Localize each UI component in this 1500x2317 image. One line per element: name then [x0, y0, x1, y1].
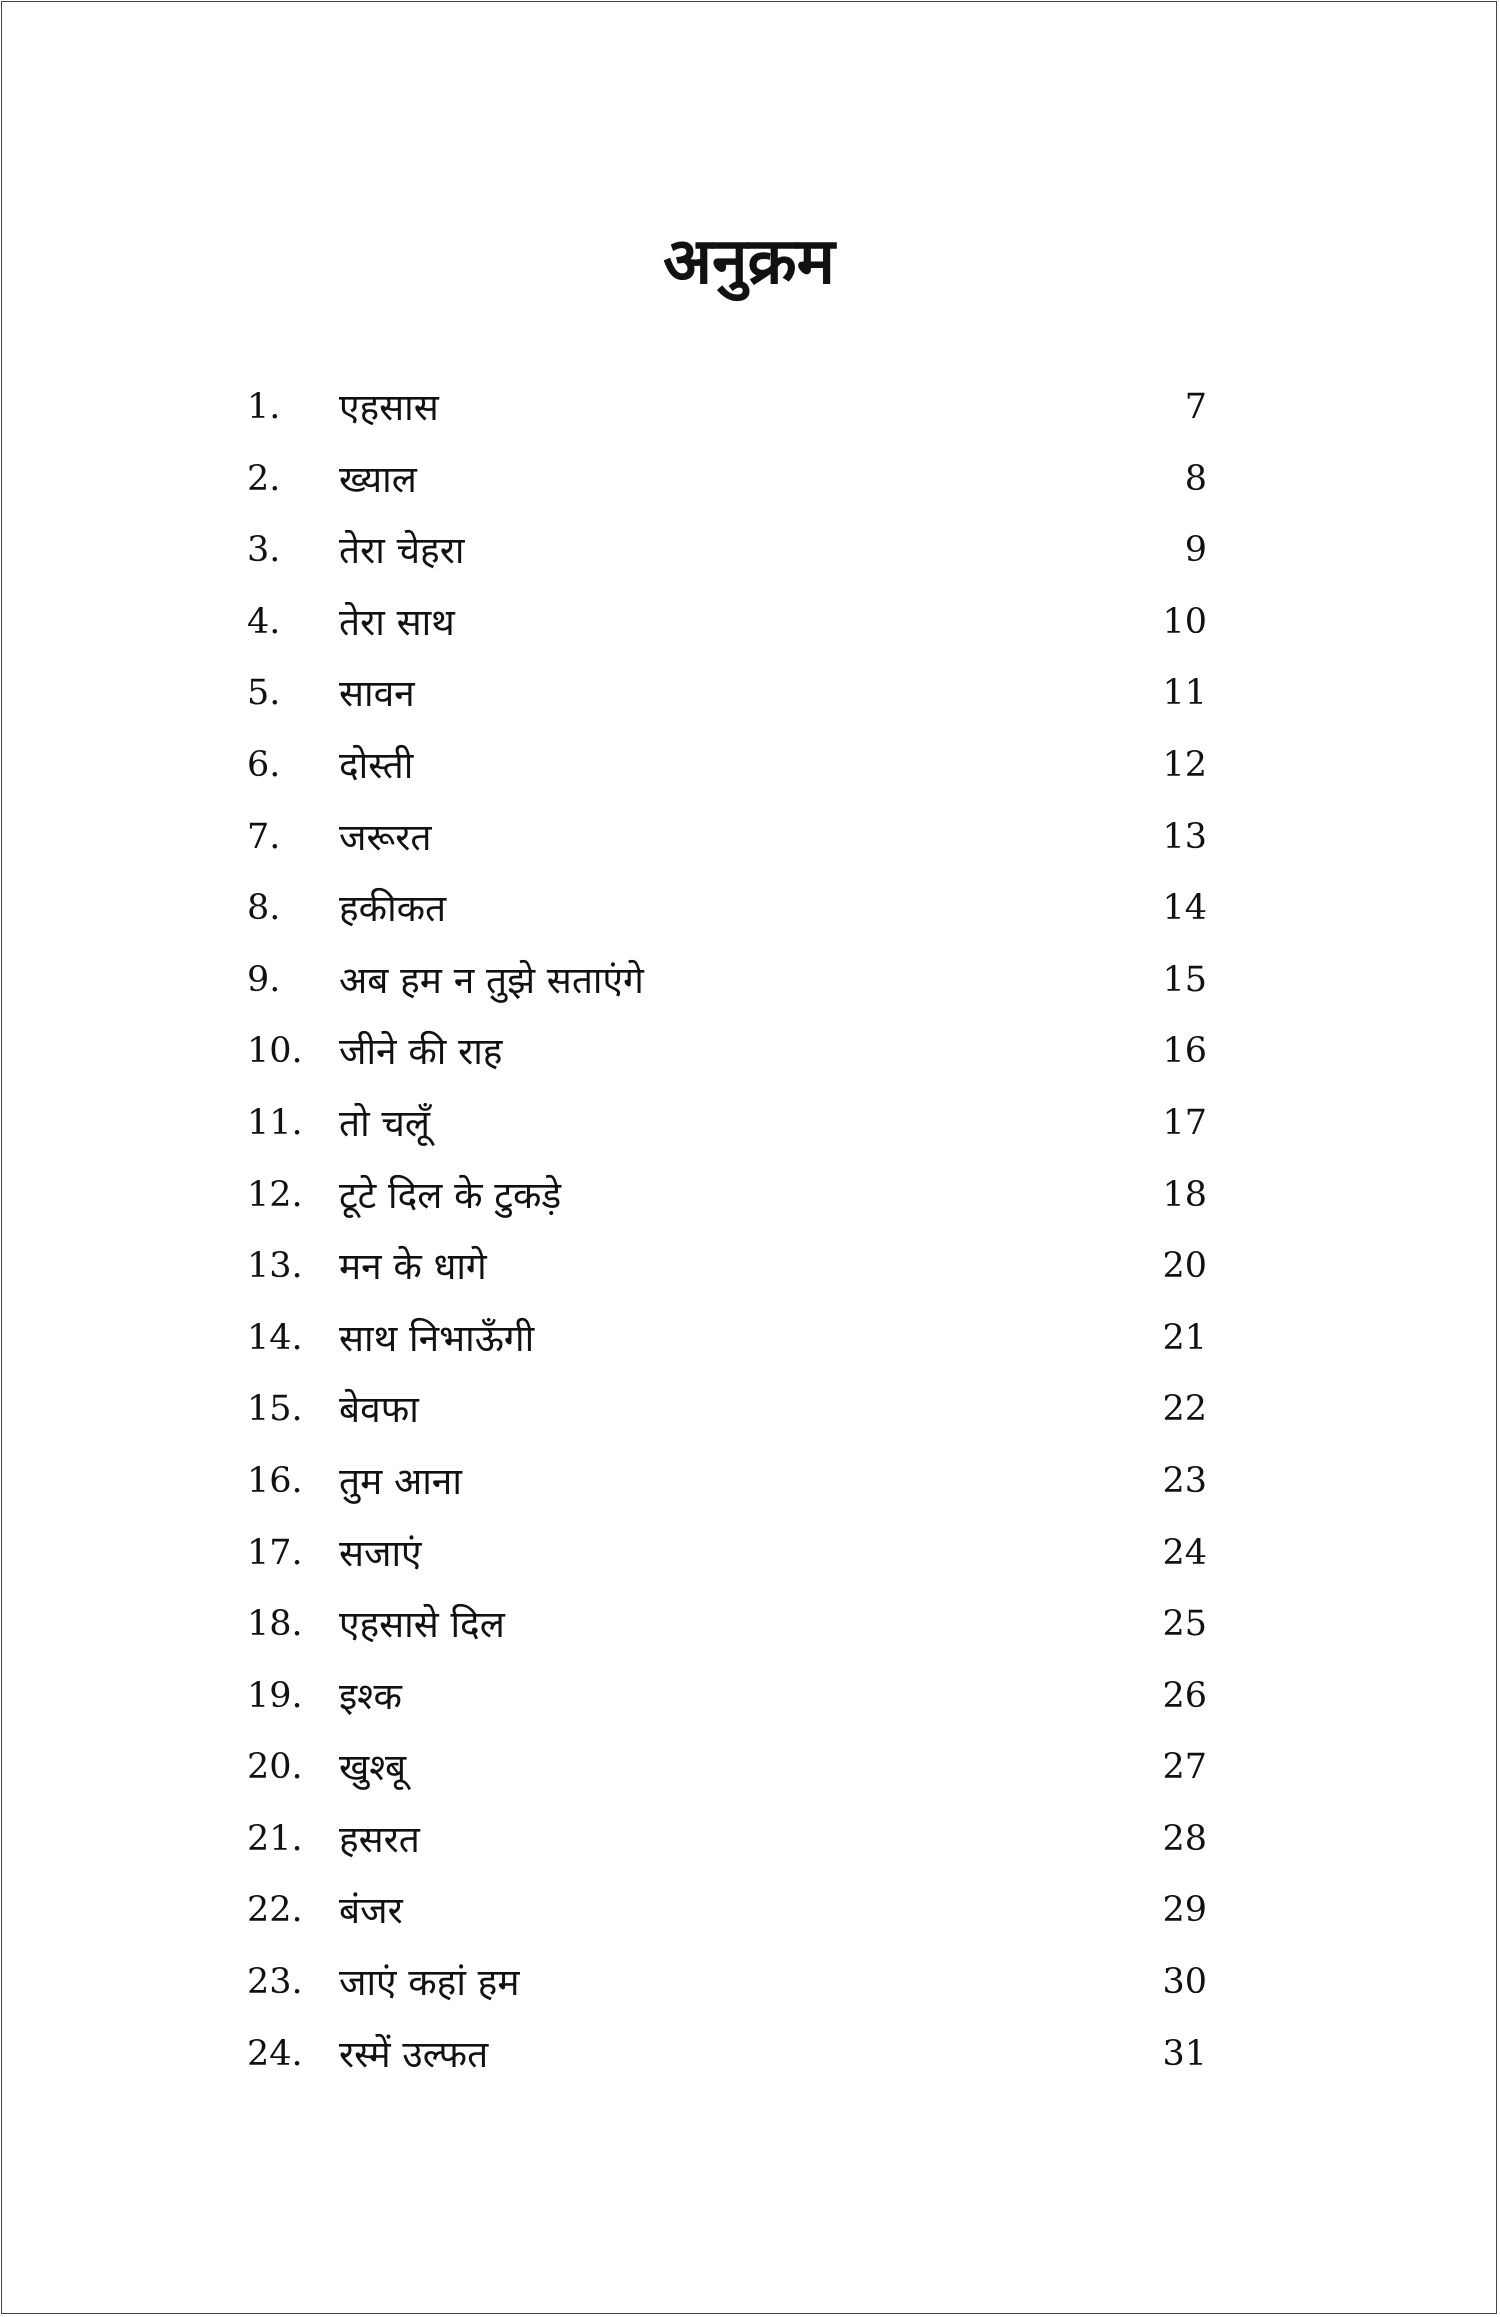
toc-entry-page-number: 24 [1162, 1532, 1207, 1573]
toc-entry-title: एहसास [339, 386, 439, 429]
toc-entry-number: 21. [247, 1818, 303, 1859]
book-page [1, 1, 1497, 2314]
toc-entry-title: तेरा साथ [339, 600, 455, 644]
toc-entry-title: जाएं कहां हम [339, 1961, 520, 2005]
toc-entry-number: 19. [247, 1675, 303, 1716]
toc-entry-title: तेरा चेहरा [339, 529, 465, 573]
toc-entry-number: 3. [247, 530, 281, 571]
toc-entry-title: खुश्बू [339, 1746, 407, 1790]
toc-entry [247, 1947, 1207, 2019]
toc-entry-page-number: 9 [1184, 530, 1207, 571]
toc-entry-title: ख्याल [339, 457, 417, 501]
toc-entry [247, 444, 1207, 516]
toc-entry [247, 1661, 1207, 1733]
toc-entry-page-number: 11 [1162, 673, 1207, 714]
toc-entry-number: 17. [247, 1532, 303, 1573]
toc-entry [247, 515, 1207, 587]
toc-entry-page-number: 30 [1162, 1962, 1207, 2003]
toc-entry [247, 802, 1207, 874]
toc-entry [247, 658, 1207, 730]
toc-entry-number: 14. [247, 1317, 303, 1358]
toc-entry-title: टूटे दिल के टुकड़े [339, 1173, 562, 1217]
toc-entry-number: 11. [247, 1102, 303, 1143]
toc-entry-page-number: 10 [1162, 601, 1207, 642]
toc-entry-number: 16. [247, 1460, 303, 1501]
toc-entry-number: 15. [247, 1389, 303, 1430]
toc-entry-number: 1. [247, 387, 281, 427]
toc-entry-page-number: 22 [1162, 1389, 1207, 1430]
toc-entry-number: 7. [247, 816, 281, 857]
toc-entry-number: 23. [247, 1962, 303, 2003]
toc-entry [247, 1875, 1207, 1947]
toc-entry [247, 1374, 1207, 1446]
toc-entry-title: जीने की राह [339, 1030, 503, 1074]
toc-entry-page-number: 23 [1162, 1460, 1207, 1501]
toc-entry-number: 10. [247, 1031, 303, 1072]
toc-entry-page-number: 12 [1162, 744, 1207, 785]
toc-entry-number: 6. [247, 744, 281, 785]
toc-entry-page-number: 13 [1162, 816, 1207, 857]
toc-entry-page-number: 26 [1162, 1675, 1207, 1716]
toc-entry [247, 1589, 1207, 1661]
toc-entry-number: 4. [247, 601, 281, 642]
toc-entry-number: 18. [247, 1604, 303, 1645]
toc-entry [247, 730, 1207, 802]
toc-entry-title: सावन [339, 672, 415, 716]
toc-entry-number: 5. [247, 673, 281, 714]
toc-entry-number: 20. [247, 1747, 303, 1788]
toc-entry-title: अब हम न तुझे सताएंगे [339, 958, 644, 1002]
toc-entry-title: बेवफा [339, 1388, 419, 1432]
toc-entry-number: 12. [247, 1174, 303, 1215]
toc-entry-page-number: 20 [1162, 1246, 1207, 1287]
toc-entry [247, 1231, 1207, 1303]
toc-entry-page-number: 7 [1184, 387, 1207, 427]
toc-entry-title: एहसासे दिल [339, 1603, 505, 1647]
toc-entry-title: हकीकत [339, 887, 447, 931]
toc-entry-title: साथ निभाऊँगी [339, 1316, 535, 1360]
toc-entry [247, 587, 1207, 659]
toc-entry [247, 1732, 1207, 1804]
toc-entry [247, 1446, 1207, 1518]
toc-entry [247, 2019, 1207, 2091]
toc-entry-page-number: 18 [1162, 1174, 1207, 1215]
toc-entry-page-number: 16 [1162, 1031, 1207, 1072]
toc-entry [247, 1160, 1207, 1232]
toc-entry-page-number: 31 [1162, 2033, 1207, 2074]
toc-entry-title: मन के धागे [339, 1245, 487, 1289]
toc-entry-number: 9. [247, 959, 281, 1000]
toc-entry [247, 1518, 1207, 1590]
toc-entry-page-number: 25 [1162, 1604, 1207, 1645]
toc-entry [247, 1303, 1207, 1375]
toc-entry-number: 8. [247, 888, 281, 929]
toc-entry-title: रस्में उल्फत [339, 2032, 489, 2076]
toc-entry-number: 24. [247, 2033, 303, 2074]
toc-entry-title: सजाएं [339, 1531, 422, 1575]
toc-entry-page-number: 29 [1162, 1890, 1207, 1931]
toc-entry [247, 1804, 1207, 1876]
toc-entry-page-number: 21 [1162, 1317, 1207, 1358]
toc-entry [247, 372, 1207, 444]
toc-entry-title: जरूरत [339, 815, 432, 859]
toc-entry-page-number: 17 [1162, 1102, 1207, 1143]
toc-entry [247, 873, 1207, 945]
toc-entry-title: हसरत [339, 1817, 420, 1861]
toc-entry-title: तुम आना [339, 1459, 462, 1503]
toc-entry-page-number: 14 [1162, 888, 1207, 929]
toc-entry-page-number: 8 [1184, 458, 1207, 499]
table-of-contents [247, 372, 1207, 2090]
toc-entry-number: 2. [247, 458, 281, 499]
toc-entry-title: बंजर [339, 1889, 403, 1933]
toc-entry-page-number: 28 [1162, 1818, 1207, 1859]
toc-entry-page-number: 15 [1162, 959, 1207, 1000]
toc-entry-number: 13. [247, 1246, 303, 1287]
toc-entry [247, 1016, 1207, 1088]
toc-entry-page-number: 27 [1162, 1747, 1207, 1788]
toc-entry-title: तो चलूँ [339, 1101, 431, 1145]
toc-entry [247, 1088, 1207, 1160]
page-title: अनुक्रम [663, 225, 835, 299]
toc-entry-title: दोस्ती [339, 743, 414, 787]
toc-entry-title: इश्क [339, 1674, 402, 1718]
toc-entry [247, 945, 1207, 1017]
toc-entry-number: 22. [247, 1890, 303, 1931]
